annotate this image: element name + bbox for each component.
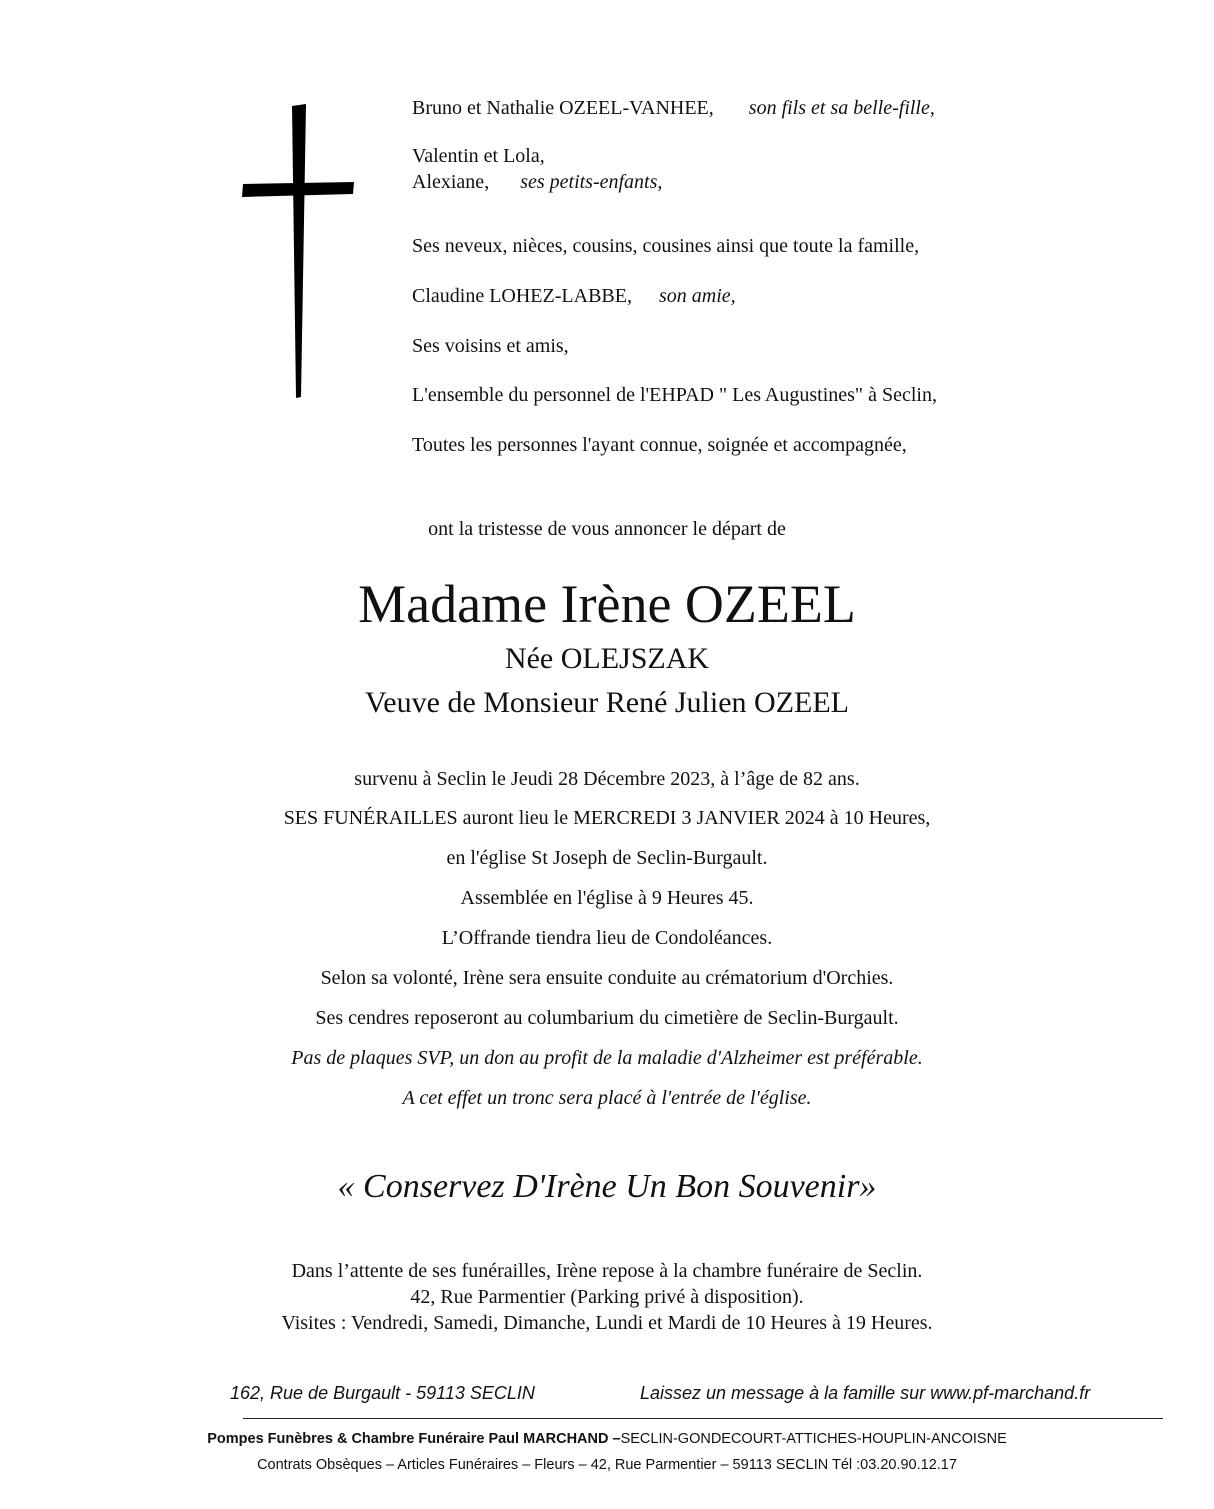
- cross-icon: [240, 100, 358, 402]
- detail-line: L’Offrande tiendra lieu de Condoléances.: [441, 927, 773, 949]
- wake-line: Visites : Vendredi, Samedi, Dimanche, Lundi et Mardi de 10 Heures à 19 Heures.: [281, 1312, 933, 1334]
- maiden-name: Née OLEJSZAK: [504, 642, 710, 675]
- footer-company: [0, 1429, 1214, 1449]
- son-name: Bruno et Nathalie OZEEL-VANHEE,: [412, 97, 714, 119]
- grandchildren-line1: Valentin et Lola,: [412, 145, 545, 167]
- detail-line: SES FUNÉRAILLES auront lieu le MERCREDI 3 JANVIER 2024 à 10 Heures,: [283, 807, 931, 829]
- footer-address: 162, Rue de Burgault - 59113 SECLIN: [230, 1383, 535, 1403]
- son-role: son fils et sa belle-fille,: [748, 97, 935, 119]
- footer-message[interactable]: Laissez un message à la famille sur www.pf-marchand.fr: [640, 1383, 1091, 1403]
- grandchildren-role: ses petits-enfants,: [520, 171, 663, 193]
- company-name: Pompes Funèbres & Chambre Funéraire Paul MARCHAND –: [207, 1431, 621, 1447]
- deceased-name: Madame Irène OZEEL: [358, 574, 856, 634]
- detail-line: survenu à Seclin le Jeudi 28 Décembre 2023, à l’âge de 82 ans.: [354, 768, 860, 790]
- grandchild-name: Alexiane,: [412, 171, 490, 193]
- caregivers-line: Toutes les personnes l'ayant connue, soignée et accompagnée,: [412, 434, 907, 456]
- wake-line: Dans l’attente de ses funérailles, Irène repose à la chambre funéraire de Seclin.: [291, 1260, 923, 1282]
- company-towns: SECLIN-GONDECOURT-ATTICHES-HOUPLIN-ANCOISNE: [620, 1431, 1007, 1447]
- relatives-line: Ses neveux, nièces, cousins, cousines ainsi que toute la famille,: [412, 235, 920, 257]
- detail-line: en l'église St Joseph de Seclin-Burgault.: [446, 847, 768, 869]
- friend-line: [412, 283, 736, 309]
- friend-role: son amie,: [658, 285, 736, 307]
- quote: « Conservez D'Irène Un Bon Souvenir»: [337, 1168, 877, 1205]
- family-son-line: [412, 95, 935, 121]
- grandchildren-line2: [412, 169, 662, 195]
- detail-line: Ses cendres reposeront au columbarium du cimetière de Seclin-Burgault.: [315, 1007, 899, 1029]
- note-line: Pas de plaques SVP, un don au profit de la maladie d'Alzheimer est préférable.: [291, 1047, 923, 1069]
- wake-line: 42, Rue Parmentier (Parking privé à disposition).: [410, 1286, 804, 1308]
- widow-of: Veuve de Monsieur René Julien OZEEL: [364, 686, 850, 719]
- neighbors-line: Ses voisins et amis,: [412, 335, 569, 357]
- staff-line: L'ensemble du personnel de l'EHPAD " Les Augustines" à Seclin,: [412, 384, 937, 406]
- footer-divider: [243, 1418, 1163, 1419]
- note-line: A cet effet un tronc sera placé à l'entrée de l'église.: [402, 1087, 812, 1109]
- detail-line: Assemblée en l'église à 9 Heures 45.: [460, 887, 754, 909]
- footer-services: Contrats Obsèques – Articles Funéraires – Fleurs – 42, Rue Parmentier – 59113 SECLIN Tél :03.20.90.12.17: [257, 1457, 957, 1473]
- announcement-text: ont la tristesse de vous annoncer le départ de: [428, 518, 786, 540]
- detail-line: Selon sa volonté, Irène sera ensuite conduite au crématorium d'Orchies.: [320, 967, 894, 989]
- friend-name: Claudine LOHEZ-LABBE,: [412, 285, 632, 307]
